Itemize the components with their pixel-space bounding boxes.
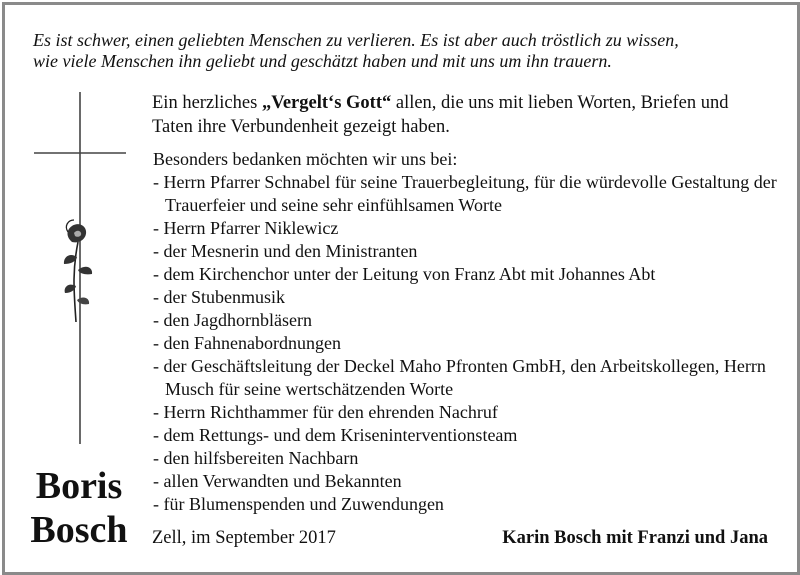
deceased-last-name: Bosch	[30, 509, 128, 551]
thanks-item: - für Blumenspenden und Zuwendungen	[153, 494, 444, 514]
deceased-name	[24, 464, 134, 552]
quote-line-2: wie viele Menschen ihn geliebt und geschätzt haben und mit uns um ihn trauern.	[33, 51, 612, 71]
thanks-list	[153, 148, 783, 516]
consolation-quote	[33, 30, 783, 72]
thanks-item: - dem Rettungs- und dem Kriseninterventionsteam	[153, 425, 518, 445]
thanks-item: - Herrn Richthammer für den ehrenden Nachruf	[153, 402, 498, 422]
thanks-item: - Herrn Pfarrer Niklewicz	[153, 218, 339, 238]
cross-with-rose-icon	[30, 92, 130, 444]
quote-line-1: Es ist schwer, einen geliebten Menschen zu verlieren. Es ist aber auch tröstlich zu wissen,	[33, 30, 679, 50]
thanks-item: - allen Verwandten und Bekannten	[153, 471, 402, 491]
thanks-heading: Besonders bedanken möchten wir uns bei:	[153, 149, 458, 169]
thanks-item: - der Mesnerin und den Ministranten	[153, 241, 418, 261]
thanks-items	[153, 171, 783, 516]
thanks-item: - den Jagdhornbläsern	[153, 310, 312, 330]
intro-prefix: Ein herzliches	[152, 93, 262, 113]
thanks-item: - den Fahnenabordnungen	[153, 333, 341, 353]
intro-highlight: „Vergelt‘s Gott“	[261, 93, 392, 113]
thanks-item: - den hilfsbereiten Nachbarn	[153, 448, 359, 468]
thanks-item: - der Geschäftsleitung der Deckel Maho Pfronten GmbH, den Arbeitskollegen, Herrn Musch für seine wertschätzenden Worte	[153, 356, 766, 399]
thanks-item: - dem Kirchenchor unter der Leitung von Franz Abt mit Johannes Abt	[153, 264, 656, 284]
thanks-item: - Herrn Pfarrer Schnabel für seine Trauerbegleitung, für die würdevolle Gestaltung der Trauerfeier und seine sehr einfühlsamen Worte	[153, 172, 777, 215]
thanks-intro	[152, 91, 772, 139]
intro-suffix: allen, die uns mit lieben Worten, Briefen und Taten ihre Verbundenheit gezeigt haben.	[152, 93, 729, 137]
signature: Karin Bosch mit Franzi und Jana	[502, 528, 768, 548]
place-date: Zell, im September 2017	[152, 528, 336, 548]
deceased-first-name: Boris	[35, 465, 123, 507]
thanks-item: - der Stubenmusik	[153, 287, 285, 307]
